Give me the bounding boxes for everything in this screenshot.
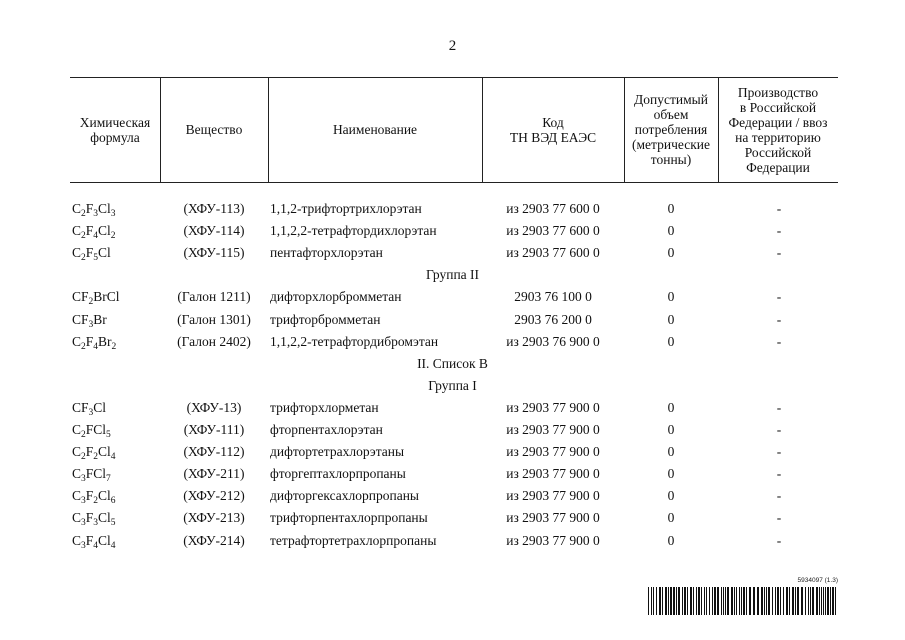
chemical-formula [72,332,116,352]
chemical-formula [72,486,116,506]
formula-subscript: 3 [81,518,86,528]
formula-part: F [85,245,94,260]
barcode-bar [832,587,834,615]
barcode-bars [648,587,838,615]
substance-name: 1,1,2-трифтортрихлорэтан [270,201,422,216]
formula-part: F [85,510,94,525]
tnved-code: из 2903 77 600 0 [506,223,600,238]
consumption-volume: 0 [667,334,675,349]
barcode-bar [825,587,826,615]
table-row [0,287,905,307]
barcode-bar [721,587,722,615]
production-import: - [776,400,782,415]
formula-part: C [72,488,82,503]
barcode-bar [764,587,765,615]
barcode-bar [651,587,652,615]
formula-part: F [85,444,94,459]
production-import: - [776,289,782,304]
substance-code: (ХФУ-114) [183,223,245,238]
substance-name: пентафторхлорэтан [270,245,383,260]
barcode-bar [830,587,831,615]
table-row [0,398,905,418]
barcode-bar [682,587,683,615]
tnved-code: из 2903 77 600 0 [506,201,600,216]
consumption-volume: 0 [667,466,675,481]
substance-name: дифторхлорбромметан [270,289,402,304]
barcode-bar [777,587,779,615]
tnved-code: из 2903 77 900 0 [506,444,600,459]
formula-subscript: 6 [110,496,116,506]
chemical-formula [72,243,111,263]
formula-part: FCl [85,422,107,437]
header-line: Производство [737,84,819,100]
tnved-code: из 2903 77 900 0 [506,510,600,525]
chemical-formula [72,508,116,528]
table-row [0,332,905,352]
formula-subscript: 3 [81,541,86,551]
formula-part: Cl [98,201,111,216]
tnved-code: из 2903 77 900 0 [506,533,600,548]
header-production [718,77,838,182]
consumption-volume: 0 [667,312,675,327]
header-line: в Российской [739,99,817,115]
barcode-bar [709,587,710,615]
formula-subscript: 2 [88,297,94,307]
consumption-volume: 0 [667,510,675,525]
consumption-volume: 0 [667,533,675,548]
formula-part: F [85,533,94,548]
header-line: Химическая [79,114,151,130]
consumption-volume: 0 [667,400,675,415]
formula-part: F [85,334,94,349]
substance-name: трифторбромметан [270,312,381,327]
header-line: Код [542,114,564,130]
formula-subscript: 4 [93,342,99,352]
barcode-bar [698,587,700,615]
header-code [482,77,624,182]
formula-part: Cl [98,223,111,238]
production-import: - [776,223,782,238]
consumption-volume: 0 [667,223,675,238]
barcode-bar [823,587,824,615]
page-number: 2 [448,38,457,54]
production-import: - [776,334,782,349]
barcode-bar [835,587,836,615]
header-line: формула [90,129,140,145]
group-heading: II. Список В [417,356,488,371]
header-line: Наименование [332,122,418,137]
substance-name: 1,1,2,2-тетрафтордибромэтан [270,334,439,349]
tnved-code: из 2903 77 900 0 [506,422,600,437]
barcode-bar [659,587,661,615]
formula-part: C [72,422,82,437]
barcode-bar [743,587,745,615]
substance-code: (Галон 1301) [177,312,251,327]
barcode-bar [701,587,702,615]
substance-code: (ХФУ-112) [183,444,245,459]
barcode-bar [725,587,726,615]
table-row [0,442,905,462]
formula-part: C [72,334,82,349]
formula-subscript: 3 [93,209,99,219]
chemical-formula [72,420,111,440]
barcode-bar [653,587,654,615]
substance-name: фторгептахлорпропаны [270,466,406,481]
formula-part: Br [93,312,107,327]
header-line: тонны) [650,152,692,167]
table-row [0,310,905,330]
production-import: - [776,510,782,525]
barcode-bar [780,587,781,615]
formula-subscript: 2 [81,342,86,352]
barcode-bar [693,587,694,615]
barcode-bar [810,587,811,615]
table-row [0,464,905,484]
substance-code: (ХФУ-211) [183,466,245,481]
consumption-volume: 0 [667,289,675,304]
substance-code: (ХФУ-213) [183,510,245,525]
barcode-bar [684,587,686,615]
barcode-bar [808,587,809,615]
barcode-bar [739,587,740,615]
barcode-bar [792,587,794,615]
formula-subscript: 4 [110,541,116,551]
formula-subscript: 2 [93,452,99,462]
formula-part: C [72,510,82,525]
formula-part: CF [72,312,89,327]
barcode-bar [819,587,820,615]
formula-part: C [72,444,82,459]
barcode-bar [827,587,829,615]
barcode-bar [696,587,697,615]
chemical-formula [72,464,111,484]
formula-subscript: 2 [81,231,86,241]
header-line: потребления [634,122,708,137]
group-heading: Группа II [425,267,480,282]
header-line: Федерации [746,159,810,175]
barcode-bar [648,587,649,615]
barcode-bar [656,587,657,615]
barcode-bar [801,587,803,615]
table-row [0,221,905,241]
formula-subscript: 5 [106,430,111,440]
consumption-volume: 0 [667,422,675,437]
production-import: - [776,466,782,481]
substance-code: (Галон 2402) [177,334,251,349]
substance-name: фторпентахлорэтан [270,422,383,437]
barcode-bar [678,587,680,615]
formula-part: Cl [98,533,111,548]
consumption-volume: 0 [667,201,675,216]
barcode-bar [795,587,796,615]
barcode-bar [704,587,705,615]
formula-subscript: 2 [111,342,117,352]
formula-part: C [72,223,82,238]
formula-part: FCl [85,466,107,481]
barcode-bar [706,587,707,615]
formula-subscript: 3 [81,496,86,506]
chemical-formula [72,398,106,418]
barcode-bar [753,587,755,615]
formula-part: F [85,223,94,238]
tnved-code: из 2903 77 600 0 [506,245,600,260]
formula-subscript: 3 [110,209,116,219]
substance-code: (ХФУ-111) [183,422,245,437]
barcode-bar [727,587,729,615]
table-row [0,486,905,506]
barcode-bar [662,587,663,615]
header-volume [624,77,718,182]
tnved-code: из 2903 77 900 0 [506,488,600,503]
barcode-bar [731,587,733,615]
formula-part: Br [98,334,112,349]
header-line: ТН ВЭД ЕАЭС [509,129,597,145]
barcode-bar [772,587,773,615]
barcode-bar [665,587,667,615]
formula-subscript: 3 [81,474,86,484]
formula-part: BrCl [93,289,120,304]
barcode-bar [821,587,822,615]
barcode-bar [783,587,784,615]
formula-subscript: 5 [110,518,116,528]
table-row [0,420,905,440]
barcode-bar [768,587,770,615]
formula-subscript: 4 [110,452,116,462]
formula-part: Cl [98,444,111,459]
tnved-code: 2903 76 200 0 [514,312,592,327]
formula-part: C [72,466,82,481]
barcode-bar [805,587,806,615]
formula-part: C [72,533,82,548]
formula-subscript: 2 [81,452,86,462]
header-line: объем [653,107,689,122]
substance-name: дифторгексахлорпропаны [270,488,420,503]
formula-subscript: 4 [93,541,99,551]
substance-name: тетрафтортетрахлорпропаны [270,533,437,548]
formula-subscript: 4 [93,231,99,241]
barcode-bar [714,587,716,615]
formula-subscript: 2 [93,496,99,506]
formula-part: C [72,201,82,216]
barcode-bar [717,587,719,615]
tnved-code: 2903 76 100 0 [514,289,592,304]
formula-subscript: 2 [81,253,86,263]
formula-part: Cl [98,510,111,525]
substance-code: (ХФУ-113) [183,201,245,216]
formula-part: F [85,201,94,216]
barcode-bar [668,587,669,615]
barcode-bar [761,587,763,615]
formula-subscript: 3 [88,408,94,418]
substance-code: (Галон 1211) [177,289,251,304]
table-row [0,243,905,263]
formula-part: Cl [98,245,111,260]
formula-subscript: 2 [81,430,86,440]
chemical-formula [72,310,107,330]
barcode-bar [797,587,799,615]
chemical-formula [72,531,116,551]
barcode-bar [670,587,672,615]
header-line: Российской [744,144,812,160]
formula-subscript: 7 [106,474,111,484]
tnved-code: из 2903 77 900 0 [506,400,600,415]
header-substance [160,77,268,182]
barcode-bar [712,587,713,615]
consumption-volume: 0 [667,245,675,260]
formula-part: C [72,245,82,260]
chemical-formula [72,199,116,219]
substance-name: трифторхлорметан [270,400,379,415]
substance-name: 1,1,2,2-тетрафтордихлорэтан [270,223,437,238]
table-row [0,531,905,551]
barcode-bar [812,587,814,615]
barcode-bar [816,587,818,615]
barcode-bar [723,587,724,615]
barcode-bar [775,587,776,615]
formula-part: F [85,488,94,503]
substance-name: дифтортетрахлорэтаны [270,444,405,459]
header-line: Допустимый [634,92,708,107]
barcode-bar [786,587,788,615]
substance-code: (ХФУ-13) [186,400,242,415]
barcode-bar [690,587,692,615]
formula-part: Cl [98,488,111,503]
production-import: - [776,488,782,503]
barcode-bar [673,587,675,615]
group-heading: Группа I [428,378,477,393]
production-import: - [776,533,782,548]
formula-subscript: 3 [93,518,99,528]
table-row [0,508,905,528]
barcode-bar [676,587,677,615]
barcode-label: 5934097 (1.3) [797,577,838,584]
substance-code: (ХФУ-115) [183,245,245,260]
formula-subscript: 3 [88,320,94,330]
header-line: Вещество [185,122,243,137]
barcode-bar [789,587,790,615]
formula-part: Cl [93,400,107,415]
barcode-bar [734,587,735,615]
table-header-bottom-rule [70,182,838,183]
formula-subscript: 5 [93,253,99,263]
tnved-code: из 2903 76 900 0 [506,334,600,349]
header-line: Федерации / ввоз [728,114,828,130]
production-import: - [776,245,782,260]
formula-subscript: 2 [81,209,86,219]
formula-subscript: 2 [110,231,116,241]
production-import: - [776,422,782,437]
substance-code: (ХФУ-214) [183,533,245,548]
header-line: на территорию [735,129,821,145]
substance-name: трифторпентахлорпропаны [270,510,428,525]
consumption-volume: 0 [667,444,675,459]
consumption-volume: 0 [667,488,675,503]
substance-code: (ХФУ-212) [183,488,245,503]
barcode-bar [757,587,759,615]
barcode-bar [749,587,751,615]
production-import: - [776,444,782,459]
barcode-bar [766,587,767,615]
barcode-bar [736,587,737,615]
header-name [268,77,482,182]
chemical-formula [72,287,120,307]
barcode-bar [741,587,742,615]
production-import: - [776,312,782,327]
tnved-code: из 2903 77 900 0 [506,466,600,481]
header-line: (метрические [632,137,710,152]
chemical-formula [72,442,116,462]
formula-part: CF [72,289,89,304]
barcode-bar [687,587,688,615]
barcode-bar [746,587,747,615]
chemical-formula [72,221,116,241]
header-formula [70,77,160,182]
production-import: - [776,201,782,216]
formula-part: CF [72,400,89,415]
table-row [0,199,905,219]
